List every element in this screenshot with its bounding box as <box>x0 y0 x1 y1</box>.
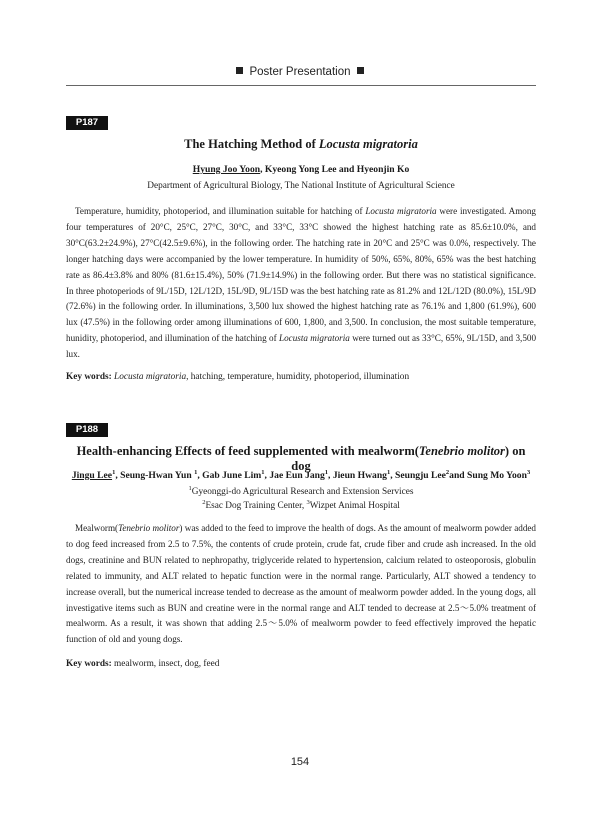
abstract-p188: Mealworm(Tenebrio molitor) was added to the feed to improve the health of dogs. As the amount of mealworm powder added to dog feed increased from 2.5 to 7.5%, the contents of crude protein, crude fat, crude fiber and crude ash increased. In the old dogs, creatinine and BUN related to nephropathy, triglyceride related to hypertension, calcium related to osteoporosis, globulin related to immunity, and ALT related to hepatic function were in the normal range. Particularly, ALT showed a tendency to increase overall, but the numerical increase tended to decrease as the amount of mealworm powder added. In the young dogs, all investigative items such as BUN and creatine were in the normal range and ALT tended to decrease at 2.5～5.0% treatment of mealworm. As a result, it was shown that adding 2.5～5.0% of mealworm powder to feed effectively improved the hepatic function of old and young dogs. <box>66 523 536 645</box>
keywords-p187: Key words: Locusta migratoria, hatching, temperature, humidity, photoperiod, illumination <box>66 372 410 382</box>
affiliation-line-2: $^2$Esac Dog Training Center, $^3$Wizpet Animal Hospital <box>202 498 400 511</box>
paper-title-p187: The Hatching Method of Locusta migratoria <box>184 137 418 151</box>
header-divider <box>66 85 536 86</box>
author-list-p187: Hyung Joo Yoon, Kyeong Yong Lee and Hyeonjin Ko <box>192 164 410 175</box>
paper-tag-p187: P187 <box>66 116 108 130</box>
running-header <box>0 66 600 78</box>
header-label: Poster Presentation <box>249 66 351 78</box>
square-bullet-icon <box>236 67 243 74</box>
keywords-p188: Key words: mealworm, insect, dog, feed <box>66 659 220 669</box>
page-number: 154 <box>290 756 310 768</box>
square-bullet-icon <box>357 67 364 74</box>
paper-tag-p188: P188 <box>66 423 108 437</box>
presenting-author: Jingu Lee <box>71 470 113 481</box>
author-list-p188: Jingu Lee$^1$, Seung-Hwan Yun $^1$, Gab June Lim$^1$, Jae Eun Jang$^1$, Jieun Hwang$^1$, Seungju Lee$^2$and Sung Mo Yoon$^3$ <box>71 468 531 481</box>
paper-title-p188: Health-enhancing Effects of feed supplemented with mealworm(Tenebrio molitor) on dog <box>76 444 526 473</box>
affiliation-p187: Department of Agricultural Biology, The National Institute of Agricultural Science <box>147 181 455 191</box>
affiliation-line-1: $^1$Gyeonggi-do Agricultural Research and Extension Services <box>188 484 414 497</box>
presenting-author: Hyung Joo Yoon <box>192 164 261 175</box>
abstract-p187: Temperature, humidity, photoperiod, and illumination suitable for hatching of Locusta migratoria were investigated. Among four temperatures of 20°C, 25°C, 27°C, 30°C, and 33°C, 33°C showed the highest hatching rate as 85.6±10.0%, and 30°C(63.2±24.9%), 27°C(42.5±9.6%), in the following order. The hatching rate in 20°C and 25°C was 0.0%, respectively. The longer hatching days were accompanied by the lower temperature. In humidity of 50%, 65%, 80%, 65% was the best hatching rate as 86.4±3.8% and 80% (81.6±15.4%), 50% (71.9±14.9%) in the following order. But there was no statistical significance. In three photoperiods of 9L/15D, 12L/12D, 15L/9D, 9L/15D was the best hatching rate as 81.2% and 12L/12D (80.0%), 15L/9D (72.6%) in the following order. In illuminations, 3,500 lux showed the highest hatching rate as 76.1% and 1,800 (61.9%), 600 lux (47.5%) in the following order among illuminations of 600, 1,800, and 3,500. In conclusion, the most suitable temperature, hunidity, photoperiod, and illumination of the hatching of Locusta migratoria were turned out as 33°C, 65%, 9L/15D, and 3,500 lux. <box>66 206 537 360</box>
